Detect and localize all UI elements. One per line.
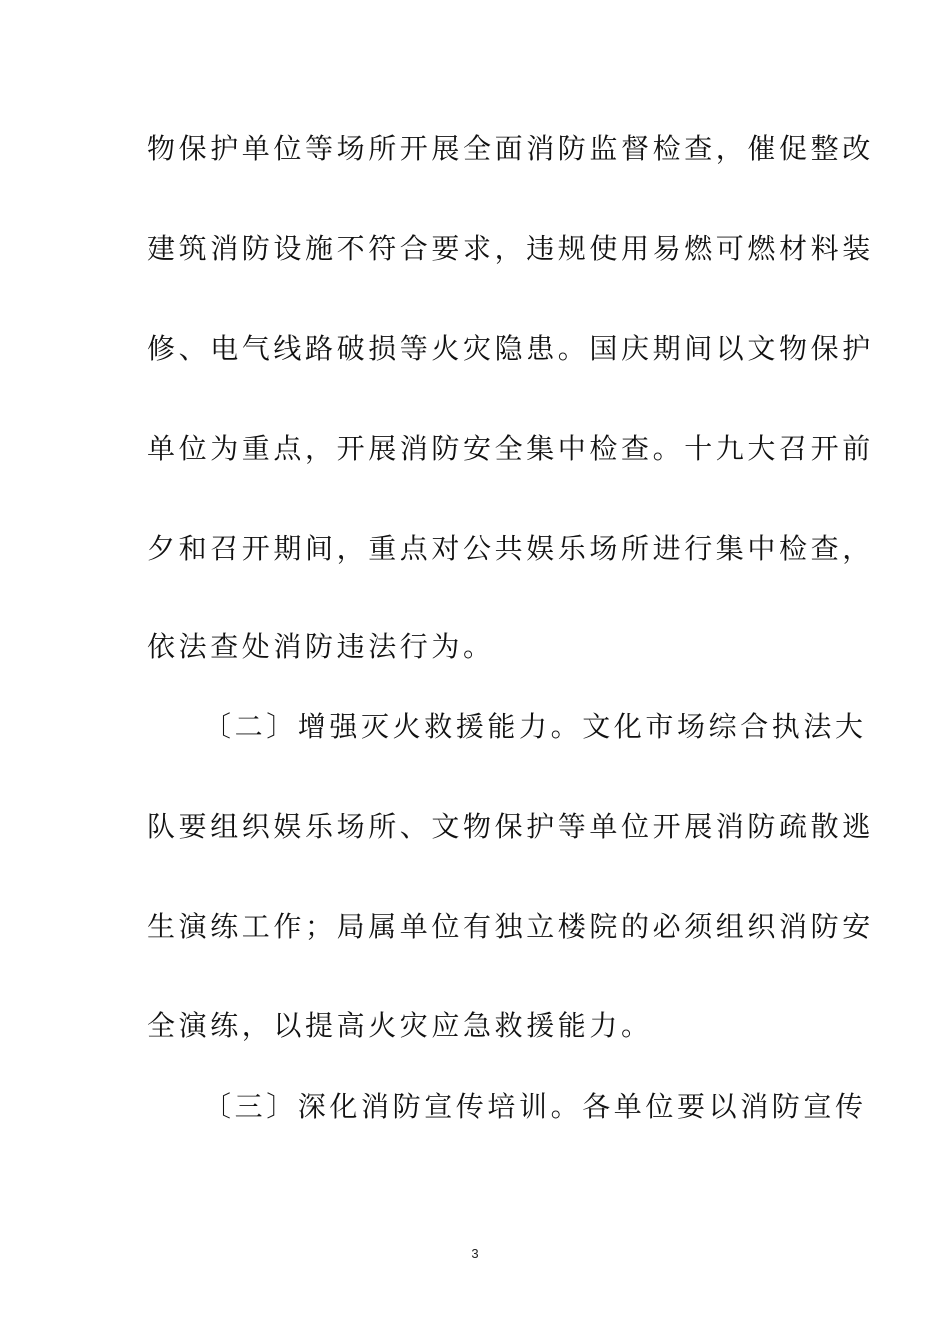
body-text-line: 依法查处消防违法行为。 (147, 630, 495, 663)
body-text-line: 物保护单位等场所开展全面消防监督检查，催促整改 (147, 132, 874, 165)
body-text-line: 夕和召开期间，重点对公共娱乐场所进行集中检查， (147, 532, 874, 565)
body-text-line: 单位为重点，开展消防安全集中检查。十九大召开前 (147, 432, 874, 465)
body-text-line: 建筑消防设施不符合要求，违规使用易燃可燃材料装 (147, 232, 874, 265)
body-text-line: 生演练工作；局属单位有独立楼院的必须组织消防安 (147, 910, 874, 943)
body-text-line: 队要组织娱乐场所、文物保护等单位开展消防疏散逃 (147, 810, 874, 843)
section-heading-line: 〔三〕深化消防宣传培训。各单位要以消防宣传 (203, 1090, 867, 1123)
page-number: 3 (471, 1246, 479, 1261)
body-text-line: 修、电气线路破损等火灾隐患。国庆期间以文物保护 (147, 332, 874, 365)
section-heading-line: 〔二〕增强灭火救援能力。文化市场综合执法大 (203, 710, 867, 743)
body-text-line: 全演练，以提高火灾应急救援能力。 (147, 1009, 653, 1042)
